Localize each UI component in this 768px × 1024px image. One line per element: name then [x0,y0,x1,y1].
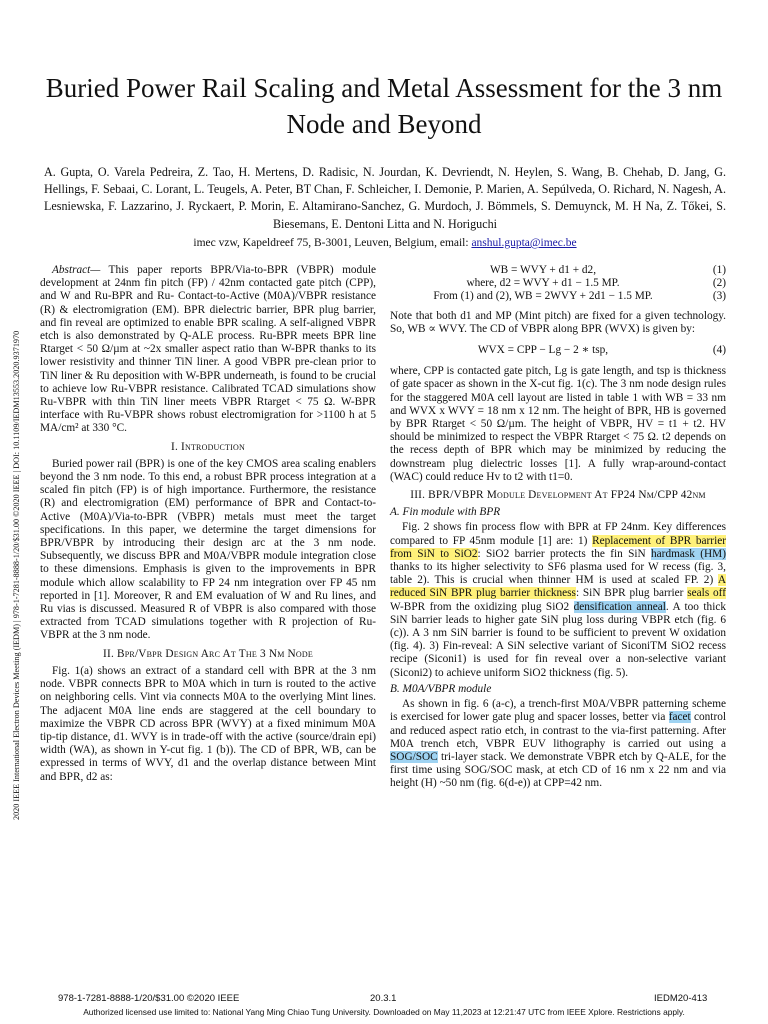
equation-1-text: WB = WVY + d1 + d2, [489,264,597,276]
highlight-barrier-replacement[interactable]: Replacement of BPR barrier from SiN to SiO2 [390,534,726,560]
footer-page-id: IEDM20-413 [654,993,708,1004]
abstract-label: Abstract— [52,264,101,276]
paragraph-design-rules: where, CPP is contacted gate pitch, Lg is gate length, and tsp is thickness of gate spacer as shown in the X-cut fig. 1(c). The 3 nm node design rules for the staggered M0A cell layout are listed in table 1 with WB = 33 nm and WVX x WVY = 18 nm x 12 nm. The height of BPR, HB is governed by BPR Rtarget < 50 Ω/µm. The height of VBPR, HV = t1 + t2. HV should be minimized to respect the VBPR Rtarget < 75 Ω. t2 depends on the recess depth of BPR which may be minimized by reducing the downstream plug dielectric losses [1]. A fully wrap-around-contact (WAC) could reduce Hv to t2 with t1=0. [390,365,726,483]
fin-text-2: : SiO2 barrier protects the fin SiN [477,547,652,560]
footer-isbn: 978-1-7281-8888-1/20/$31.00 ©2020 IEEE [58,993,240,1004]
highlight-hardmask[interactable]: hardmask (HM) [651,547,726,560]
fin-text-3: thanks to its higher selectivity to SF6 plasma used for W recess (fig. 3, table 2). This is crucial when thinner HM is used at scaled FP. 2) [390,561,726,587]
section-heading-module-development: III. BPR/VBPR Module Development At FP24 Nm/CPP 42nm [410,489,706,502]
vbpr-text-3: tri-layer stack. We demonstrate VBPR etch by Q-ALE, for the first time using SOG/SOC mask, at etch CD of 16 nm x 22 nm and via height (H) ~50 nm (fig. 6(d-e)) at CPP=42 nm. [390,750,726,790]
section-heading-design-arc: II. Bpr/Vbpr Design Arc At The 3 Nm Node [103,647,313,660]
equation-4-text: WVX = CPP − Lg − 2 ∗ tsp, [477,344,609,357]
author-list: A. Gupta, O. Varela Pedreira, Z. Tao, H. Mertens, D. Radisic, N. Jourdan, K. Devriendt, N. Heylen, S. Wang, B. Chehab, D. Jang, G. Hellings, F. Sebaai, C. Lorant, L. Teugels, A. Peter, BT Chan, F. Schleicher, I. Demonie, P. Marien, A. Sepúlveda, O. Richard, N. Nagesh, A. Lesniewska, F. Lazzarino, J. Ryckaert, P. Morin, E. Altamirano-Sanchez, G. Murdoch, J. Bömmels, S. Demuynck, M. H Na, Z. Tőkei, S. Biesemans, E. Dentoni Litta and N. Horiguchi [44,165,726,231]
subsection-m0a-vbpr: B. M0A/VBPR module [390,682,492,695]
vbpr-text-2: control and reduced aspect ratio etch, in contrast to the via-first patterning. After M0A trench etch, VBPR EUV lithography is carried out using a [390,711,726,750]
fin-text-4: : SiN BPR plug barrier [575,587,688,600]
subsection-fin-module: A. Fin module with BPR [390,506,501,519]
equation-1 [390,264,726,277]
equation-4-number: (4) [712,344,726,357]
equation-3-number: (3) [712,290,726,303]
license-notice: Authorized licensed use limited to: National Yang Ming Chiao Tung University. Downloaded on May 11,2023 at 12:21:47 UTC from IEEE Xplore. Restrictions apply. [83,1007,685,1017]
design-arc-paragraph: Fig. 1(a) shows an extract of a standard cell with BPR at the 3 nm node. VBPR connects BPR to M0A which in turn is routed to the active on neighboring cells. Vint via connects M0A to the overlying Mint lines. The adjacent M0A line ends are staggered at the cell boundary to maximize the VBPR CD across BPR (WVY) at a fixed minimum M0A tip-tip distance, d1. WVY is in trade-off with the active (source/drain epi) width (WA), as shown in Y-cut fig. 1 (b)). The CD of BPR, WB, can be expressed in terms of WVY, d1 and the overlap distance between Mint and BPR, d2 as: [40,664,376,783]
email-link[interactable]: anshul.gupta@imec.be [471,237,577,249]
m0a-vbpr-paragraph [390,698,726,790]
section-heading-introduction: I. Introduction [171,440,245,453]
equation-2-text: where, d2 = WVY + d1 − 1.5 MP. [466,277,620,290]
highlight-densification-anneal[interactable]: densification anneal [573,600,666,613]
affiliation [44,236,726,250]
equation-2-number: (2) [712,277,726,290]
vbpr-text-1: As shown in fig. 6 (a-c), a trench-first M0A/VBPR patterning scheme is exercised for lower gate plug and spacer losses, better via [390,698,726,724]
equation-1-number: (1) [712,264,726,276]
highlight-plug-barrier[interactable]: A reduced SiN BPR plug barrier thickness [390,574,726,600]
equation-4 [390,344,726,357]
equation-3-text: From (1) and (2), WB = 2WVY + 2d1 − 1.5 MP. [433,290,653,303]
abstract-body: This paper reports BPR/Via-to-BPR (VBPR) module development at 24nm fin pitch (FP) / 42nm contacted gate pitch (CPP), and W and Ru-BPR and Ru- Contact-to-Active (M0A)/VBPR resistance (R) & electromigration (EM). BPR dielectric barrier, BPR plug barrier, and fin reveal are optimized to enable BPR scaling. A self-aligned VBPR etch is also demonstrated by Q-ALE process. Ru-BPR meets BPR line Rtarget < 50 Ω/µm at ~2x smaller aspect ratio than W-BPR thanks to its lower resistivity and thinner TiN liner. A good VBPR pre-clean prior to TiN liner & Ru deposition with W-BPR underneath, is found to be crucial to achieve low Ru-VBPR resistance. Calibrated TCAD simulations show Ru-VBPR with thin TiN liner meets VBPR Rtarget < 75 Ω. W-BPR interface with Ru-VBPR shows robust electromigration for >1100 h at 5 MA/cm² at 330 °C. [40,264,376,435]
highlight-seals-off[interactable]: seals off [687,587,726,600]
fin-text-1: Fig. 2 shows fin process flow with BPR at FP 24nm. Key differences compared to FP 45nm module [1] are: 1) [390,521,726,547]
doi-sidebar [10,200,26,820]
highlight-sog-soc[interactable]: SOG/SOC [390,750,438,763]
footer-session: 20.3.1 [370,993,397,1004]
equation-3 [390,290,726,303]
right-column [390,264,726,791]
abstract [40,264,376,436]
highlight-facet[interactable]: facet [668,711,691,724]
paper-title: Buried Power Rail Scaling and Metal Assessment for the 3 nm Node and Beyond [45,73,723,139]
paragraph-mint-pitch: Note that both d1 and MP (Mint pitch) are fixed for a given technology. So, WB ∝ WVY. The CD of VBPR along BPR (WVX) is given by: [390,309,726,335]
fin-module-paragraph [390,521,726,679]
introduction-paragraph: Buried power rail (BPR) is one of the key CMOS area scaling enablers beyond the 3 nm node. To this end, a robust BPR process integration at a scaled fin pitch (FP) is of high importance. Furthermore, the resistance (R) and electromigration (EM) performance of BPR and Contact-to-Active (M0A)/Via-to-BPR (VBPR) metals must meet the target specifications. In this paper, we determine the target dimensions for BPR/VBPR by introducing their design arc at the 3 nm node. Subsequently, we discuss BPR and M0A/VBPR module integration close to these dimensions. Emphasis is given to the improvements in BPR module which allow scalability to FP 24 nm integration over FP 45 nm reported in [1]. Moreover, R and EM evaluation of W and Ru lines, and Ru vias is discussed. Measured R of VBPR is also compared with those extracted from TCAD simulations together with R projection of Ru-VBPR at the 3 nm node. [40,457,376,642]
fin-text-5: W-BPR from the oxidizing plug SiO2 [390,600,574,613]
left-column [40,264,376,784]
fin-text-6: . A too thick SiN barrier leads to higher gate SiN plug loss during VBPR etch (fig. 6 (c)). A 3 nm SiN barrier is found to be sufficient to prevent W oxidation (fig. 4). 3) Fin-reveal: A SiN selective variant of SiconiTM SiO2 recess recipe (Siconi1) is used for fin reveal over a non-selective variant (Siconi2) to achieve uniform SiO2 thickness (fig. 5). [390,600,726,679]
equation-2 [390,277,726,290]
doi-sidebar-text: 2020 IEEE International Electron Devices Meeting (IEDM) | 978-1-7281-8888-1/20/$31.00 ©2020 IEEE | DOI: 10.1109/IEDM13553.2020.9371970 [12,330,21,820]
affiliation-text: imec vzw, Kapeldreef 75, B-3001, Leuven, Belgium, email: [193,237,472,249]
